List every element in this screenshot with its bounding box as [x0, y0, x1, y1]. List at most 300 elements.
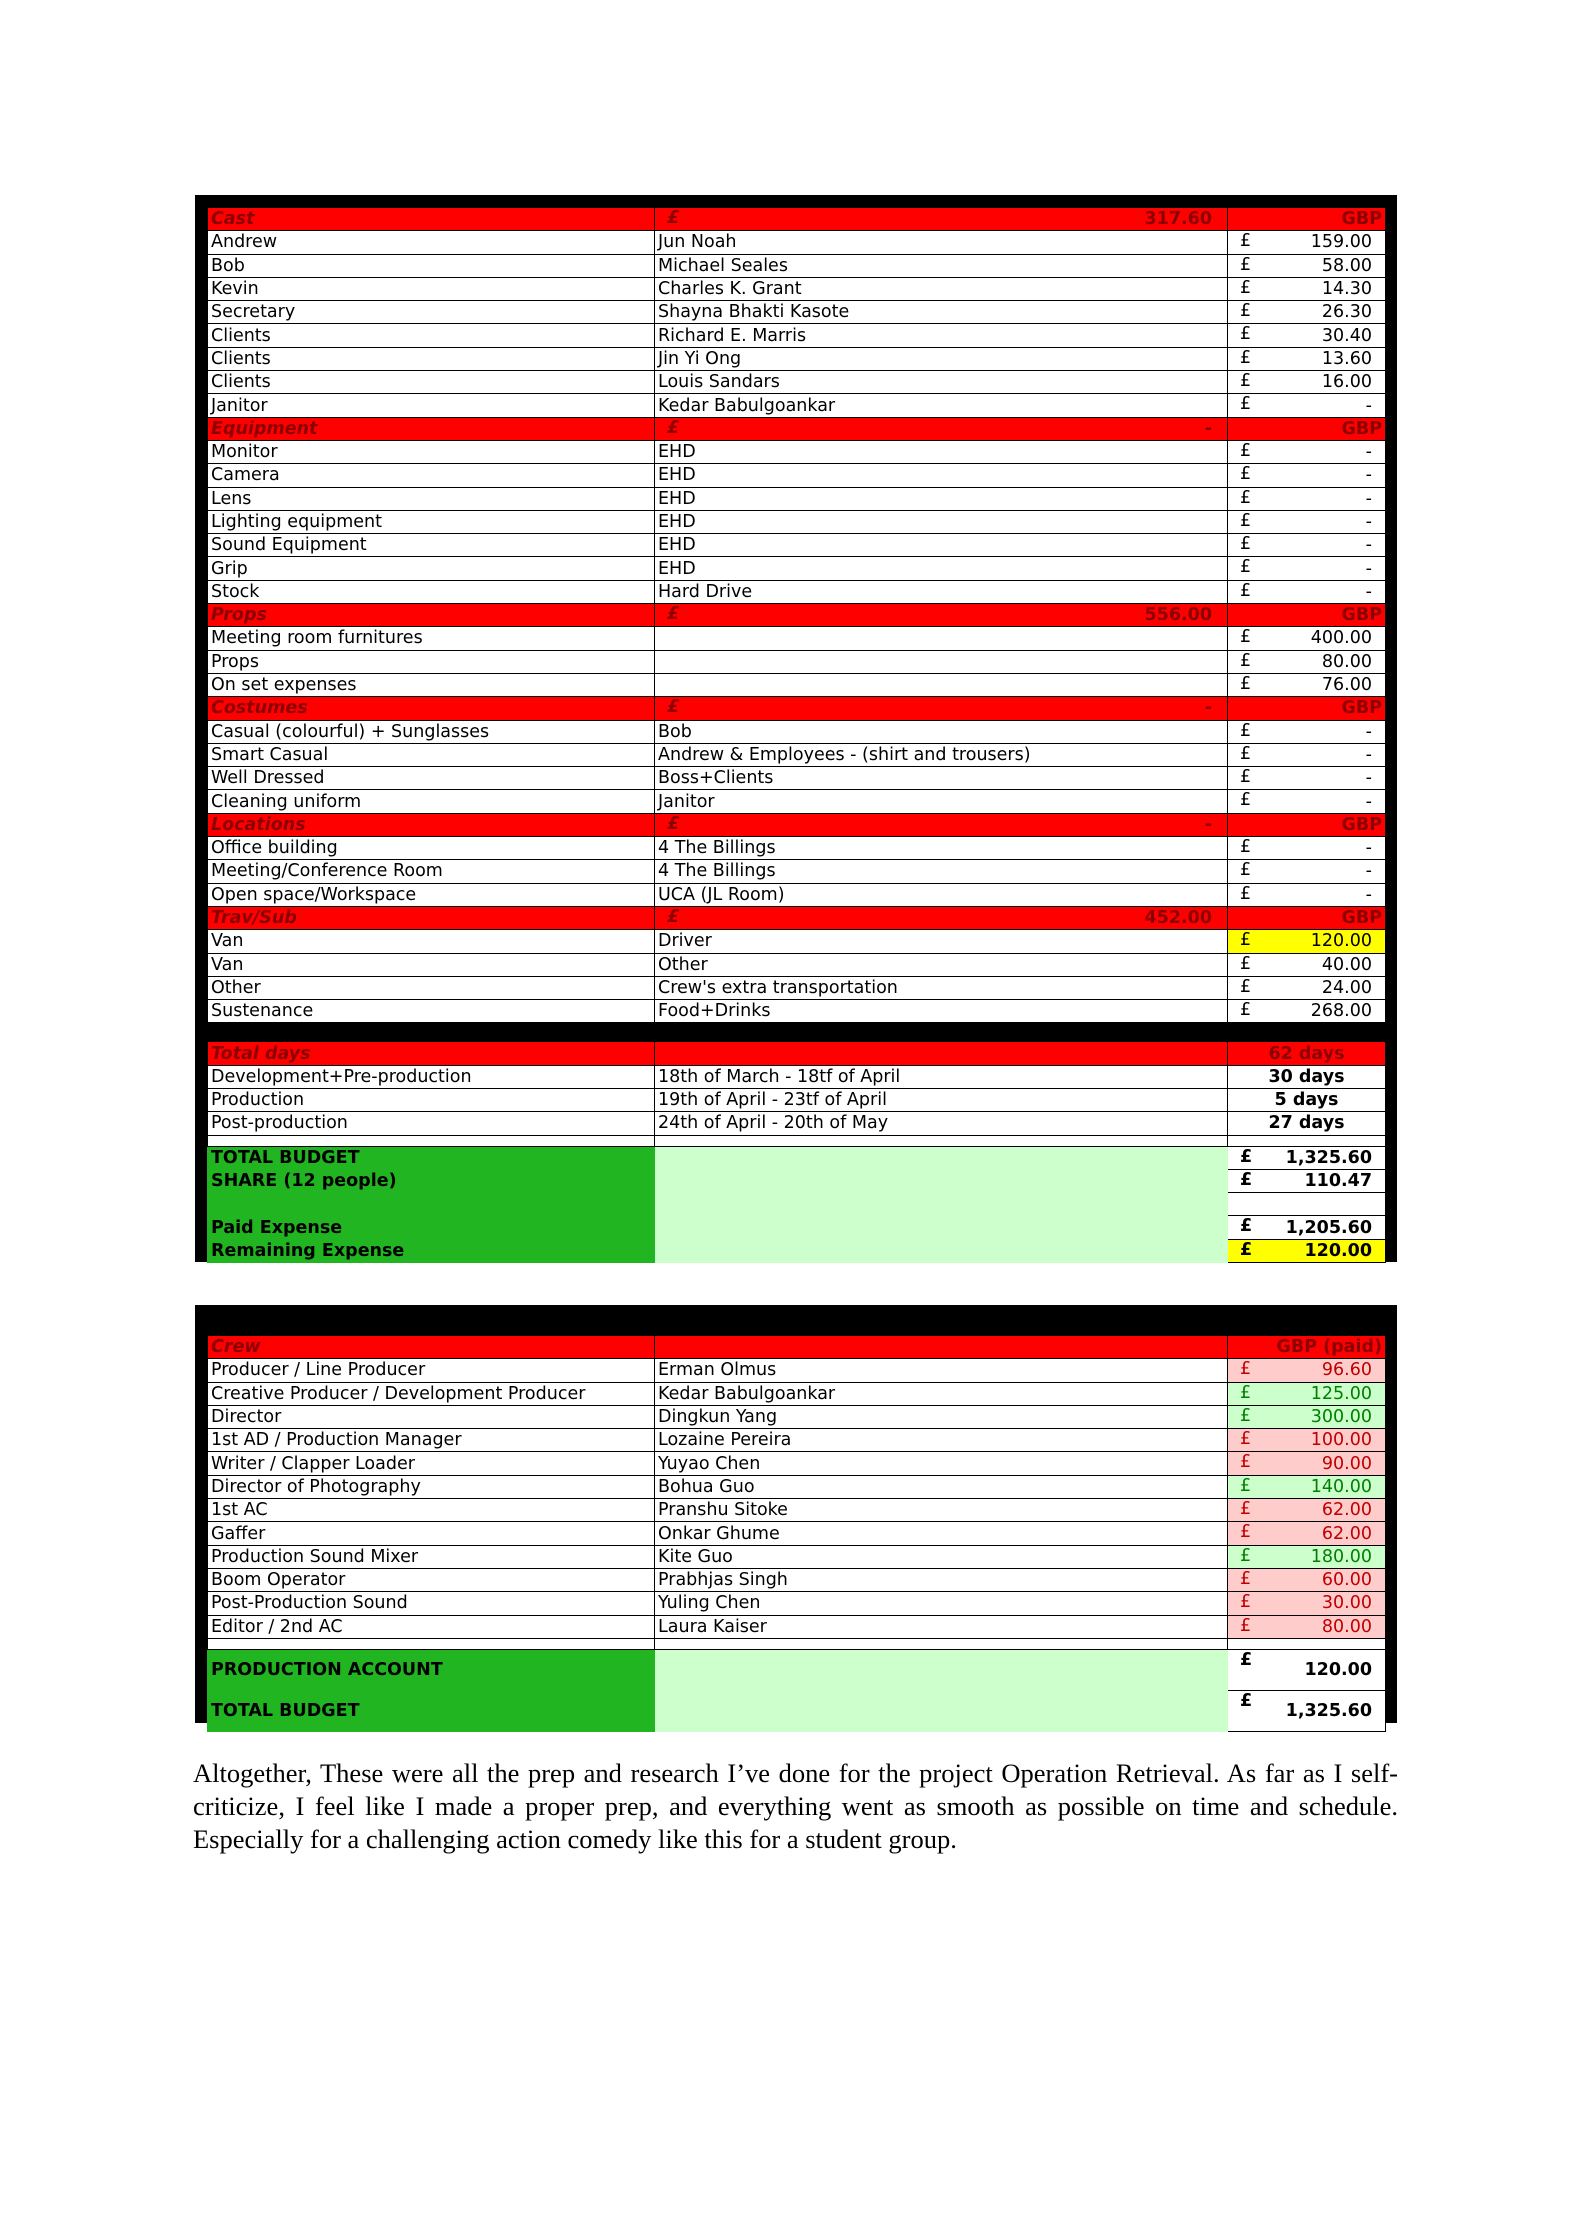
- section-unit: GBP: [1228, 813, 1386, 836]
- amount-value: -: [1204, 698, 1212, 719]
- item-cost: [1228, 953, 1386, 976]
- amount-value: 1,205.60: [1285, 1217, 1372, 1238]
- spacer-cell: [208, 1023, 655, 1042]
- table-row: [208, 673, 1386, 696]
- item-name: Sound Equipment: [208, 534, 655, 557]
- share-value: [1228, 1169, 1386, 1192]
- currency-symbol: £: [1240, 1615, 1252, 1636]
- item-name: Secretary: [208, 301, 655, 324]
- amount-value: 400.00: [1310, 628, 1372, 649]
- blank-cell: [1228, 1638, 1386, 1649]
- crew-person: Laura Kaiser: [655, 1615, 1228, 1638]
- item-detail: Bob: [655, 720, 1228, 743]
- table-row: [208, 1429, 1386, 1452]
- paid-expense-blank: [655, 1216, 1228, 1239]
- budget-table-body: [208, 208, 1386, 1263]
- amount-value: 140.00: [1310, 1476, 1372, 1497]
- currency-symbol: £: [1240, 580, 1252, 601]
- crew-fee: [1228, 1405, 1386, 1428]
- currency-symbol: £: [667, 417, 680, 438]
- section-total: [655, 813, 1228, 836]
- currency-symbol: £: [1240, 464, 1252, 485]
- table-row: [208, 510, 1386, 533]
- crew-person: Onkar Ghume: [655, 1522, 1228, 1545]
- item-detail: [655, 673, 1228, 696]
- blank-cell: [655, 1135, 1228, 1146]
- item-detail: EHD: [655, 557, 1228, 580]
- currency-symbol: £: [667, 813, 680, 834]
- section-header-costumes: [208, 697, 1386, 720]
- currency-symbol: £: [1240, 1690, 1253, 1711]
- item-detail: Other: [655, 953, 1228, 976]
- schedule-row: [208, 1088, 1386, 1111]
- total-budget-value: [1228, 1146, 1386, 1169]
- crew-total-budget: [208, 1690, 1386, 1731]
- remaining-expense-label: Remaining Expense: [208, 1239, 655, 1262]
- table-row: [208, 1000, 1386, 1023]
- currency-symbol: £: [1240, 394, 1252, 415]
- item-detail: EHD: [655, 440, 1228, 463]
- currency-symbol: £: [1240, 1382, 1252, 1403]
- crew-fee: [1228, 1429, 1386, 1452]
- currency-symbol: £: [1240, 1405, 1252, 1426]
- amount-value: 26.30: [1321, 302, 1372, 323]
- phase-name: Development+Pre-production: [208, 1065, 655, 1088]
- amount-value: 300.00: [1310, 1407, 1372, 1428]
- currency-symbol: £: [1240, 1649, 1253, 1670]
- item-cost: [1228, 790, 1386, 813]
- currency-symbol: £: [1240, 440, 1252, 461]
- table-row: [208, 1615, 1386, 1638]
- currency-symbol: £: [1240, 930, 1252, 951]
- amount-value: 120.00: [1304, 1240, 1372, 1261]
- crew-table: [207, 1335, 1386, 1732]
- amount-value: -: [1365, 884, 1372, 905]
- item-name: Sustenance: [208, 1000, 655, 1023]
- amount-value: 62.00: [1321, 1523, 1372, 1544]
- amount-value: 60.00: [1321, 1570, 1372, 1591]
- crew-spreadsheet: [195, 1305, 1397, 1723]
- currency-symbol: £: [1240, 1452, 1252, 1473]
- item-cost: [1228, 580, 1386, 603]
- amount-value: 80.00: [1321, 651, 1372, 672]
- blank-cell: [655, 1638, 1228, 1649]
- currency-symbol: £: [1240, 1239, 1253, 1260]
- item-cost: [1228, 650, 1386, 673]
- crew-person: Dingkun Yang: [655, 1405, 1228, 1428]
- crew-table-body: [208, 1336, 1386, 1732]
- amount-value: -: [1365, 581, 1372, 602]
- currency-symbol: £: [667, 208, 680, 228]
- section-unit: GBP: [1228, 208, 1386, 231]
- item-name: Bob: [208, 254, 655, 277]
- table-row: [208, 860, 1386, 883]
- amount-value: 110.47: [1304, 1171, 1372, 1192]
- item-name: On set expenses: [208, 673, 655, 696]
- table-row: [208, 347, 1386, 370]
- currency-symbol: £: [1240, 883, 1252, 904]
- table-row: [208, 557, 1386, 580]
- item-detail: Jin Yi Ong: [655, 347, 1228, 370]
- crew-fee: [1228, 1568, 1386, 1591]
- phase-name: Post-production: [208, 1112, 655, 1135]
- currency-symbol: £: [1240, 650, 1252, 671]
- table-row: [208, 743, 1386, 766]
- item-detail: [655, 627, 1228, 650]
- closing-paragraph: Altogether, These were all the prep and research I’ve done for the project Operation Retrieval. As far as I self-criticize, I feel like I made a proper prep, and everything went as smooth as possible on time and schedule. Especially for a challenging action comedy like this for a student group.: [193, 1758, 1398, 1854]
- table-row: [208, 1499, 1386, 1522]
- item-name: Lighting equipment: [208, 510, 655, 533]
- item-cost: [1228, 976, 1386, 999]
- section-header-total-days: [208, 1042, 1386, 1065]
- item-cost: [1228, 487, 1386, 510]
- section-header-cast: [208, 208, 1386, 231]
- amount-value: -: [1365, 535, 1372, 556]
- amount-value: 317.60: [1144, 209, 1212, 230]
- item-detail: Kedar Babulgoankar: [655, 394, 1228, 417]
- amount-value: 62.00: [1321, 1500, 1372, 1521]
- total-days: 62 days: [1228, 1042, 1386, 1065]
- crew-role: Writer / Clapper Loader: [208, 1452, 655, 1475]
- item-cost: [1228, 534, 1386, 557]
- table-row: [208, 464, 1386, 487]
- item-name: Stock: [208, 580, 655, 603]
- currency-symbol: £: [1240, 371, 1252, 392]
- amount-value: 452.00: [1144, 908, 1212, 929]
- production-account: [208, 1649, 1386, 1690]
- table-row: [208, 440, 1386, 463]
- amount-value: 24.00: [1321, 977, 1372, 998]
- amount-value: 100.00: [1310, 1430, 1372, 1451]
- item-name: Cleaning uniform: [208, 790, 655, 813]
- amount-value: 40.00: [1321, 954, 1372, 975]
- currency-symbol: £: [1240, 1499, 1252, 1520]
- item-cost: [1228, 371, 1386, 394]
- production-account-label: PRODUCTION ACCOUNT: [208, 1649, 655, 1690]
- remaining-expense-value: [1228, 1239, 1386, 1262]
- currency-symbol: £: [1240, 277, 1252, 298]
- item-detail: EHD: [655, 510, 1228, 533]
- crew-fee: [1228, 1615, 1386, 1638]
- item-detail: Crew's extra transportation: [655, 976, 1228, 999]
- table-row: [208, 627, 1386, 650]
- table-row: [208, 767, 1386, 790]
- amount-value: -: [1365, 721, 1372, 742]
- crew-role: Director: [208, 1405, 655, 1428]
- amount-value: -: [1365, 838, 1372, 859]
- section-name: Props: [208, 604, 655, 627]
- item-name: Other: [208, 976, 655, 999]
- crew-person: Bohua Guo: [655, 1475, 1228, 1498]
- section-name: Crew: [208, 1336, 655, 1359]
- section-total: [655, 208, 1228, 231]
- phase-dates: 18th of March - 18tf of April: [655, 1065, 1228, 1088]
- currency-symbol: £: [1240, 510, 1252, 531]
- currency-symbol: £: [1240, 860, 1252, 881]
- amount-value: 556.00: [1144, 605, 1212, 626]
- spacer-cell: [655, 1023, 1228, 1042]
- amount-value: 1,325.60: [1285, 1700, 1372, 1721]
- item-name: Meeting/Conference Room: [208, 860, 655, 883]
- item-cost: [1228, 767, 1386, 790]
- item-name: Smart Casual: [208, 743, 655, 766]
- share-blank: [655, 1169, 1228, 1192]
- table-row: [208, 837, 1386, 860]
- amount-value: 13.60: [1321, 348, 1372, 369]
- item-detail: Driver: [655, 930, 1228, 953]
- table-row: [208, 1522, 1386, 1545]
- paid-expense-label: Paid Expense: [208, 1216, 655, 1239]
- item-cost: [1228, 277, 1386, 300]
- crew-total-budget-label: TOTAL BUDGET: [208, 1690, 655, 1731]
- amount-value: 125.00: [1310, 1383, 1372, 1404]
- currency-symbol: £: [1240, 1545, 1252, 1566]
- currency-symbol: £: [1240, 347, 1252, 368]
- section-total: [655, 417, 1228, 440]
- item-cost: [1228, 394, 1386, 417]
- section-name: Total days: [208, 1042, 655, 1065]
- item-detail: EHD: [655, 464, 1228, 487]
- currency-symbol: £: [1240, 767, 1252, 788]
- table-row: [208, 580, 1386, 603]
- phase-name: Production: [208, 1088, 655, 1111]
- crew-fee: [1228, 1522, 1386, 1545]
- currency-symbol: £: [667, 604, 680, 625]
- section-blank: [655, 1042, 1228, 1065]
- share-label: SHARE (12 people): [208, 1169, 655, 1192]
- amount-value: 120.00: [1310, 931, 1372, 952]
- table-row: [208, 1405, 1386, 1428]
- item-detail: Food+Drinks: [655, 1000, 1228, 1023]
- table-row: [208, 301, 1386, 324]
- table-row: [208, 277, 1386, 300]
- currency-symbol: £: [1240, 1522, 1252, 1543]
- item-detail: 4 The Billings: [655, 860, 1228, 883]
- table-row: [208, 720, 1386, 743]
- item-name: Van: [208, 930, 655, 953]
- crew-person: Kedar Babulgoankar: [655, 1382, 1228, 1405]
- currency-symbol: £: [667, 906, 680, 927]
- currency-symbol: £: [1240, 1216, 1253, 1237]
- currency-symbol: £: [1240, 1169, 1253, 1190]
- currency-symbol: £: [1240, 1475, 1252, 1496]
- item-detail: EHD: [655, 487, 1228, 510]
- amount-value: 30.40: [1321, 325, 1372, 346]
- budget-spreadsheet: [195, 195, 1397, 1262]
- phase-days: 27 days: [1228, 1112, 1386, 1135]
- crew-role: 1st AC: [208, 1499, 655, 1522]
- item-name: Office building: [208, 837, 655, 860]
- blank-cell: [208, 1638, 655, 1649]
- currency-symbol: £: [1240, 953, 1252, 974]
- crew-fee: [1228, 1475, 1386, 1498]
- section-unit: GBP: [1228, 604, 1386, 627]
- item-cost: [1228, 673, 1386, 696]
- table-row: [208, 1545, 1386, 1568]
- currency-symbol: £: [1240, 976, 1252, 997]
- currency-symbol: £: [667, 697, 680, 718]
- table-row: [208, 231, 1386, 254]
- table-row: [208, 1452, 1386, 1475]
- currency-symbol: £: [1240, 1000, 1252, 1021]
- phase-dates: 24th of April - 20th of May: [655, 1112, 1228, 1135]
- crew-fee: [1228, 1545, 1386, 1568]
- amount-value: 159.00: [1310, 232, 1372, 253]
- section-header-locations: [208, 813, 1386, 836]
- amount-value: -: [1365, 861, 1372, 882]
- item-detail: Louis Sandars: [655, 371, 1228, 394]
- item-name: Clients: [208, 347, 655, 370]
- currency-symbol: £: [1240, 627, 1252, 648]
- item-detail: Michael Seales: [655, 254, 1228, 277]
- item-detail: Richard E. Marris: [655, 324, 1228, 347]
- total-budget-blank: [655, 1146, 1228, 1169]
- crew-fee: [1228, 1382, 1386, 1405]
- section-unit: GBP: [1228, 417, 1386, 440]
- phase-days: 5 days: [1228, 1088, 1386, 1111]
- table-row: [208, 371, 1386, 394]
- section-name: Cast: [208, 208, 655, 231]
- table-row: [208, 487, 1386, 510]
- table-row: [208, 790, 1386, 813]
- crew-role: Gaffer: [208, 1522, 655, 1545]
- amount-value: -: [1365, 442, 1372, 463]
- production-account-blank: [655, 1649, 1228, 1690]
- section-header-crew: [208, 1336, 1386, 1359]
- section-name: Equipment: [208, 417, 655, 440]
- item-name: Grip: [208, 557, 655, 580]
- item-name: Camera: [208, 464, 655, 487]
- crew-total-budget-blank: [655, 1690, 1228, 1731]
- item-cost: [1228, 231, 1386, 254]
- amount-value: 30.00: [1321, 1593, 1372, 1614]
- item-detail: Hard Drive: [655, 580, 1228, 603]
- section-header-props: [208, 604, 1386, 627]
- item-cost: [1228, 883, 1386, 906]
- amount-value: 58.00: [1321, 255, 1372, 276]
- item-detail: Jun Noah: [655, 231, 1228, 254]
- item-name: Casual (colourful) + Sunglasses: [208, 720, 655, 743]
- item-detail: 4 The Billings: [655, 837, 1228, 860]
- amount-value: 1,325.60: [1285, 1147, 1372, 1168]
- crew-person: Prabhjas Singh: [655, 1568, 1228, 1591]
- gap-blank: [655, 1193, 1228, 1216]
- item-cost: [1228, 347, 1386, 370]
- table-row: [208, 1359, 1386, 1382]
- schedule-row: [208, 1112, 1386, 1135]
- amount-value: 96.60: [1321, 1360, 1372, 1381]
- table-row: [208, 534, 1386, 557]
- crew-fee: [1228, 1499, 1386, 1522]
- production-account-value: [1228, 1649, 1386, 1690]
- crew-fee: [1228, 1592, 1386, 1615]
- amount-value: 180.00: [1310, 1546, 1372, 1567]
- blank-cell: [208, 1135, 655, 1146]
- amount-value: -: [1365, 558, 1372, 579]
- table-row: [208, 254, 1386, 277]
- item-cost: [1228, 720, 1386, 743]
- amount-value: -: [1365, 744, 1372, 765]
- blank-row: [208, 1638, 1386, 1649]
- currency-symbol: £: [1240, 487, 1252, 508]
- currency-symbol: £: [1240, 231, 1252, 252]
- item-detail: Charles K. Grant: [655, 277, 1228, 300]
- item-cost: [1228, 930, 1386, 953]
- table-row: [208, 883, 1386, 906]
- currency-symbol: £: [1240, 254, 1252, 275]
- remaining-expense: [208, 1239, 1386, 1262]
- table-row: [208, 1382, 1386, 1405]
- blank-row: [208, 1135, 1386, 1146]
- item-name: Andrew: [208, 231, 655, 254]
- totals-gap: [208, 1193, 1386, 1216]
- crew-person: Yuling Chen: [655, 1592, 1228, 1615]
- item-name: Lens: [208, 487, 655, 510]
- table-row: [208, 1592, 1386, 1615]
- remaining-expense-blank: [655, 1239, 1228, 1262]
- share: [208, 1169, 1386, 1192]
- currency-symbol: £: [1240, 557, 1252, 578]
- currency-symbol: £: [1240, 1568, 1252, 1589]
- amount-value: 80.00: [1321, 1616, 1372, 1637]
- item-cost: [1228, 557, 1386, 580]
- item-name: Monitor: [208, 440, 655, 463]
- item-detail: UCA (JL Room): [655, 883, 1228, 906]
- table-row: [208, 976, 1386, 999]
- item-cost: [1228, 1000, 1386, 1023]
- amount-value: -: [1365, 488, 1372, 509]
- crew-person: Yuyao Chen: [655, 1452, 1228, 1475]
- paid-expense: [208, 1216, 1386, 1239]
- crew-role: Production Sound Mixer: [208, 1545, 655, 1568]
- crew-fee: [1228, 1452, 1386, 1475]
- currency-symbol: £: [1240, 720, 1252, 741]
- amount-value: -: [1365, 791, 1372, 812]
- blank-cell: [1228, 1135, 1386, 1146]
- item-detail: [655, 650, 1228, 673]
- crew-role: 1st AD / Production Manager: [208, 1429, 655, 1452]
- gap-value: [1228, 1193, 1386, 1216]
- sheet-spacer: [208, 1023, 1386, 1042]
- crew-total-budget-value: [1228, 1690, 1386, 1731]
- item-name: Well Dressed: [208, 767, 655, 790]
- section-unit: GBP (paid): [1228, 1336, 1386, 1359]
- item-detail: Boss+Clients: [655, 767, 1228, 790]
- item-name: Open space/Workspace: [208, 883, 655, 906]
- amount-value: 90.00: [1321, 1453, 1372, 1474]
- crew-role: Post-Production Sound: [208, 1592, 655, 1615]
- table-row: [208, 953, 1386, 976]
- currency-symbol: £: [1240, 534, 1252, 555]
- table-row: [208, 1568, 1386, 1591]
- item-name: Janitor: [208, 394, 655, 417]
- paid-expense-value: [1228, 1216, 1386, 1239]
- crew-person: Erman Olmus: [655, 1359, 1228, 1382]
- crew-role: Producer / Line Producer: [208, 1359, 655, 1382]
- phase-days: 30 days: [1228, 1065, 1386, 1088]
- table-row: [208, 930, 1386, 953]
- amount-value: -: [1204, 418, 1212, 439]
- currency-symbol: £: [1240, 790, 1252, 811]
- table-row: [208, 324, 1386, 347]
- crew-role: Editor / 2nd AC: [208, 1615, 655, 1638]
- item-name: Kevin: [208, 277, 655, 300]
- table-row: [208, 1475, 1386, 1498]
- phase-dates: 19th of April - 23tf of April: [655, 1088, 1228, 1111]
- currency-symbol: £: [1240, 743, 1252, 764]
- section-name: Trav/Sub: [208, 906, 655, 929]
- item-detail: Janitor: [655, 790, 1228, 813]
